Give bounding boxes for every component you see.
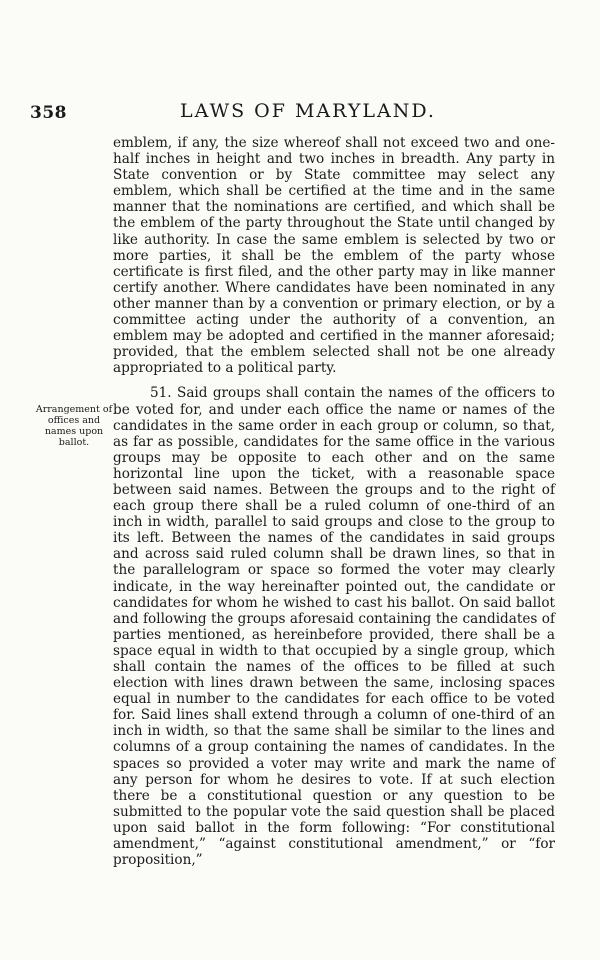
paragraph-section-51: 51. Said groups shall contain the names of the officers to be voted for, and under each office the name or names of the candidates in the same order in each group or column, so that, as far as possible, candidates for the same office in the various groups may be opposite to each other and on the same horizontal line upon the ticket, with a reasonable space between said names. Between the groups and to the right of each group there shall be a ruled column of one-third of an inch in width, parallel to said groups and close to the group to its left. Between the names of the candidates in said groups and across said ruled column shall be drawn lines, so that in the parallelogram or space so formed the voter may clearly indicate, in the way hereinafter pointed out, the candidate or candidates for whom he wished to cast his ballot. On said ballot and following the groups aforesaid containing the candidates of parties mentioned, as hereinbefore provided, there shall be a space equal in width to that occupied by a single group, which shall contain the names of the offices to be filled at such election with lines drawn between the same, inclosing spaces equal in number to the candidates for each office to be voted for. Said lines shall extend through a column of one-third of an inch in width, so that the same shall be similar to the lines and columns of a group containing the names of candidates. In the spaces so provided a voter may write and mark the name of any person for whom he desires to vote. If at such election there be a constitutional question or any question to be submitted to the popular vote the said question shall be placed upon said ballot in the form following: “For constitutional amendment,” “against constitutional amendment,” or “for proposition,” <box>113 385 555 869</box>
margin-note: Arrangement of offices and names upon ballot. <box>35 404 113 448</box>
running-title: LAWS OF MARYLAND. <box>180 100 436 122</box>
body-text <box>113 135 555 868</box>
paragraph-emblem: emblem, if any, the size whereof shall not exceed two and one-half inches in height and two inches in breadth. Any party in State convention or by State committee may select any emblem, which shall be certified at the time and in the same manner that the nominations are certified, and which shall be the emblem of the party throughout the State until changed by like authority. In case the same emblem is selected by two or more parties, it shall be the emblem of the party whose certificate is first filed, and the other party may in like manner certify another. Where candidates have been nominated in any other manner than by a convention or primary election, or by a committee acting under the authority of a convention, an emblem may be adopted and certified in the manner aforesaid; provided, that the emblem selected shall not be one already appropriated to a political party. <box>113 135 555 377</box>
page-number: 358 <box>30 103 67 123</box>
